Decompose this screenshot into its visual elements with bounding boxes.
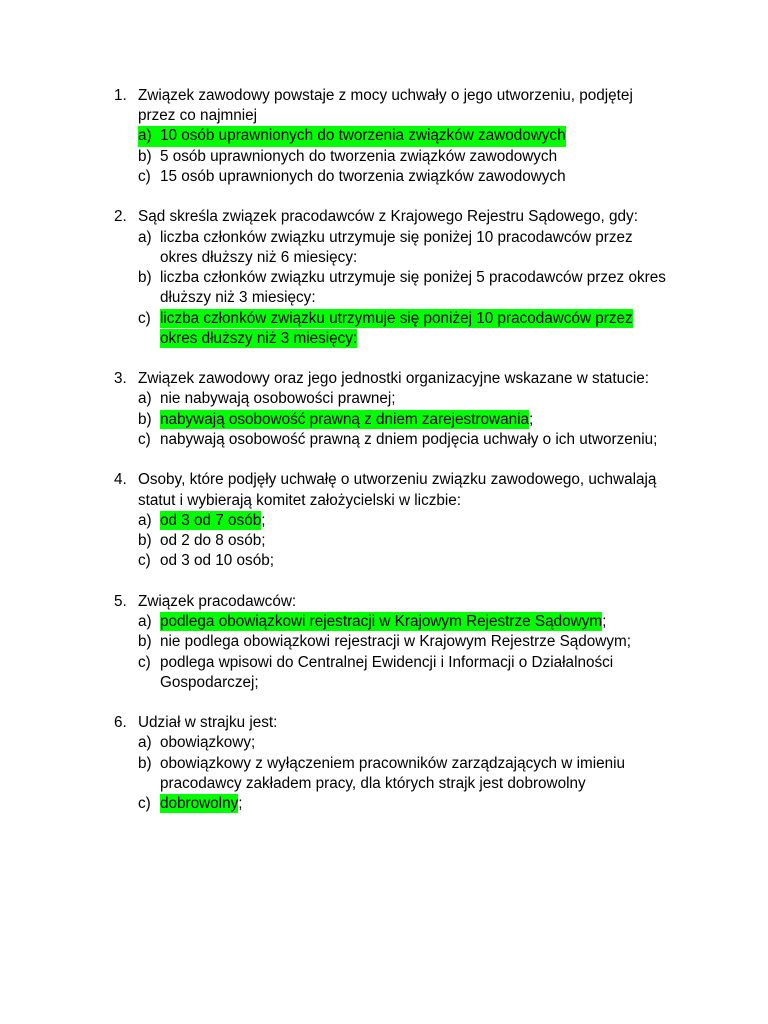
option-text-segment: ; [602, 613, 607, 631]
question-number: 6. [114, 714, 127, 732]
option-label: b) [138, 754, 152, 772]
option-2c [138, 309, 633, 349]
option-label: a) [138, 228, 152, 246]
option-label: a) [138, 613, 152, 631]
option-text-segment: od 2 do 8 osób; [160, 532, 266, 550]
option-1b [138, 147, 557, 167]
option-text-segment: liczba członków związku utrzymuje się poniżej 10 pracodawców przez okres dłuższy niż 6 miesięcy: [160, 228, 633, 266]
option-text [160, 531, 265, 551]
option-label: b) [138, 410, 152, 428]
option-text [160, 653, 613, 693]
option-text [160, 167, 566, 187]
option-text-segment: ; [238, 795, 243, 813]
option-label: c) [138, 167, 151, 185]
option-text [160, 794, 242, 814]
option-text [160, 511, 265, 531]
option-text [160, 268, 666, 308]
question-6 [114, 713, 768, 814]
option-label: b) [138, 532, 152, 550]
question-text: Związek zawodowy powstaje z mocy uchwały o jego utworzeniu, podjętej przez co najmniej [138, 87, 633, 125]
option-text-segment: 15 osób uprawnionych do tworzenia związków zawodowych [160, 167, 566, 185]
option-label: c) [138, 653, 151, 671]
option-text [160, 389, 396, 409]
option-6a [138, 733, 255, 753]
option-text [160, 551, 274, 571]
option-text-segment: obowiązkowy z wyłączeniem pracowników zarządzających w imieniu pracodawcy zakładem pracy, dla których strajk jest dobrowolny [160, 754, 626, 792]
option-5b [138, 632, 631, 652]
question-5 [114, 592, 768, 693]
option-3b [138, 410, 533, 430]
question-number: 4. [114, 471, 127, 489]
option-text-segment: nie podlega obowiązkowi rejestracji w Krajowym Rejestrze Sądowym; [160, 633, 631, 651]
highlighted-answer: 10 osób uprawnionych do tworzenia związków zawodowych [160, 127, 566, 145]
option-text [160, 309, 633, 349]
question-number: 2. [114, 208, 127, 226]
question-text: Osoby, które podjęły uchwałę o utworzeniu związku zawodowego, uchwalają statut i wybierają komitet założycielski w liczbie: [138, 471, 657, 509]
question-text: Sąd skreśla związek pracodawców z Krajowego Rejestru Sądowego, gdy: [138, 208, 638, 226]
option-label: a) [138, 390, 152, 408]
option-text-segment: nie nabywają osobowości prawnej; [160, 390, 396, 408]
option-text [160, 733, 255, 753]
option-text [160, 612, 606, 632]
option-text-segment: ; [261, 511, 266, 529]
option-label: c) [138, 430, 151, 448]
question-1 [114, 86, 768, 187]
highlighted-answer: od 3 od 7 osób [160, 511, 262, 529]
question-prompt [114, 713, 768, 733]
highlighted-answer: podlega obowiązkowi rejestracji w Krajowym Rejestrze Sądowym [160, 613, 603, 631]
option-text [160, 754, 625, 794]
option-text-segment: 5 osób uprawnionych do tworzenia związków zawodowych [160, 147, 558, 165]
option-text [160, 410, 533, 430]
option-label: b) [138, 633, 152, 651]
question-prompt [114, 470, 768, 510]
option-3a [138, 389, 396, 409]
option-label: c) [138, 309, 151, 327]
option-text [160, 430, 657, 450]
question-prompt [114, 369, 768, 389]
option-label: c) [138, 552, 151, 570]
option-5a [138, 612, 606, 632]
question-number: 5. [114, 592, 127, 610]
option-label: b) [138, 147, 152, 165]
question-2 [114, 207, 768, 349]
option-label: c) [138, 795, 151, 813]
question-prompt [114, 86, 768, 126]
question-text: Udział w strajku jest: [138, 714, 278, 732]
option-text-segment: liczba członków związku utrzymuje się poniżej 5 pracodawców przez okres dłuższy niż 3 miesięcy: [160, 269, 666, 307]
question-3 [114, 369, 768, 450]
option-label: b) [138, 269, 152, 287]
option-label: a) [138, 734, 152, 752]
option-6c [138, 794, 242, 814]
option-2b [138, 268, 666, 308]
option-text [160, 147, 557, 167]
option-label: a) [138, 511, 152, 529]
option-text [160, 228, 633, 268]
highlighted-answer: nabywają osobowość prawną z dniem zarejestrowania [160, 410, 530, 428]
option-text-segment: od 3 od 10 osób; [160, 552, 274, 570]
option-text-segment: podlega wpisowi do Centralnej Ewidencji i Informacji o Działalności Gospodarczej; [160, 653, 614, 691]
option-3c [138, 430, 657, 450]
option-1c [138, 167, 566, 187]
question-prompt [114, 207, 768, 227]
highlighted-answer: dobrowolny [160, 795, 239, 813]
question-text: Związek zawodowy oraz jego jednostki organizacyjne wskazane w statucie: [138, 370, 649, 388]
option-4b [138, 531, 265, 551]
question-4 [114, 470, 768, 571]
option-text-segment: obowiązkowy; [160, 734, 256, 752]
option-4a [138, 511, 265, 531]
option-1a [138, 126, 566, 146]
option-label: a) [138, 127, 152, 145]
option-6b [138, 754, 625, 794]
option-text [160, 126, 566, 146]
highlighted-answer: liczba członków związku utrzymuje się poniżej 10 pracodawców przez okres dłuższy niż 3 miesięcy: [160, 309, 633, 347]
option-text [160, 632, 631, 652]
question-text: Związek pracodawców: [138, 592, 297, 610]
question-number: 1. [114, 87, 127, 104]
option-4c [138, 551, 274, 571]
question-prompt [114, 592, 768, 612]
option-2a [138, 228, 633, 268]
question-number: 3. [114, 370, 127, 388]
option-5c [138, 653, 613, 693]
option-text-segment: ; [529, 410, 534, 428]
option-text-segment: nabywają osobowość prawną z dniem podjęcia uchwały o ich utworzeniu; [160, 430, 658, 448]
